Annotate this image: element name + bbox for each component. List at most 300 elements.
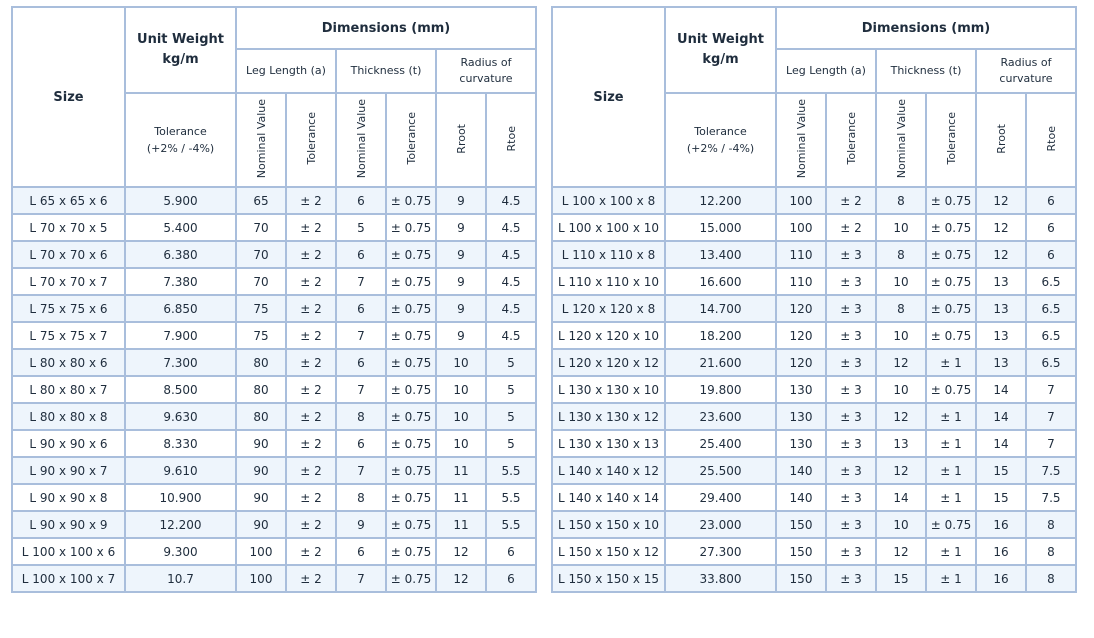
table-row: [12, 376, 536, 403]
cell-size: L 75 x 75 x 7: [12, 322, 125, 349]
cell-rroot: 13: [976, 322, 1026, 349]
header-size: Size: [552, 7, 665, 187]
cell-unit-weight: 9.610: [125, 457, 236, 484]
cell-unit-weight: 10.900: [125, 484, 236, 511]
cell-rtoe: 4.5: [486, 322, 536, 349]
cell-rroot: 11: [436, 511, 486, 538]
cell-thickness-nominal: 7: [336, 457, 386, 484]
cell-thickness-tolerance: ± 0.75: [926, 376, 976, 403]
cell-thickness-nominal: 6: [336, 295, 386, 322]
cell-unit-weight: 9.630: [125, 403, 236, 430]
cell-leg-nominal: 140: [776, 457, 826, 484]
cell-thickness-tolerance: ± 0.75: [386, 376, 436, 403]
table-row: [12, 322, 536, 349]
cell-leg-nominal: 75: [236, 322, 286, 349]
table-row: [12, 403, 536, 430]
cell-leg-tolerance: ± 3: [826, 268, 876, 295]
cell-rtoe: 5.5: [486, 484, 536, 511]
cell-unit-weight: 14.700: [665, 295, 776, 322]
cell-size: L 150 x 150 x 12: [552, 538, 665, 565]
cell-rtoe: 7.5: [1026, 484, 1076, 511]
cell-size: L 140 x 140 x 14: [552, 484, 665, 511]
table-row: [552, 538, 1076, 565]
table-row: [12, 457, 536, 484]
cell-leg-tolerance: ± 2: [286, 484, 336, 511]
header-tolerance-weight: Tolerance (+2% / -4%): [665, 93, 776, 187]
table-row: [552, 403, 1076, 430]
cell-thickness-tolerance: ± 1: [926, 565, 976, 592]
cell-thickness-tolerance: ± 0.75: [386, 403, 436, 430]
table-row: [12, 538, 536, 565]
cell-rtoe: 6.5: [1026, 268, 1076, 295]
cell-leg-nominal: 100: [236, 538, 286, 565]
header-rroot: Rroot: [976, 93, 1026, 187]
cell-size: L 90 x 90 x 6: [12, 430, 125, 457]
cell-leg-tolerance: ± 2: [286, 511, 336, 538]
cell-leg-tolerance: ± 2: [286, 214, 336, 241]
cell-thickness-tolerance: ± 1: [926, 484, 976, 511]
cell-unit-weight: 23.000: [665, 511, 776, 538]
cell-thickness-nominal: 6: [336, 349, 386, 376]
cell-thickness-nominal: 8: [336, 484, 386, 511]
header-leg-nominal: Nominal Value: [776, 93, 826, 187]
cell-leg-tolerance: ± 3: [826, 403, 876, 430]
cell-leg-nominal: 150: [776, 511, 826, 538]
cell-leg-tolerance: ± 3: [826, 511, 876, 538]
cell-rtoe: 7: [1026, 430, 1076, 457]
cell-unit-weight: 8.330: [125, 430, 236, 457]
cell-leg-nominal: 120: [776, 295, 826, 322]
cell-thickness-tolerance: ± 0.75: [386, 484, 436, 511]
cell-unit-weight: 19.800: [665, 376, 776, 403]
cell-size: L 110 x 110 x 10: [552, 268, 665, 295]
cell-leg-nominal: 100: [776, 187, 826, 214]
cell-rroot: 9: [436, 214, 486, 241]
cell-rtoe: 6: [486, 565, 536, 592]
cell-leg-tolerance: ± 2: [286, 565, 336, 592]
cell-rroot: 9: [436, 187, 486, 214]
cell-rtoe: 8: [1026, 511, 1076, 538]
header-dimensions: Dimensions (mm): [776, 7, 1076, 49]
cell-leg-tolerance: ± 2: [286, 457, 336, 484]
cell-size: L 140 x 140 x 12: [552, 457, 665, 484]
cell-size: L 80 x 80 x 6: [12, 349, 125, 376]
cell-unit-weight: 29.400: [665, 484, 776, 511]
cell-rroot: 16: [976, 565, 1026, 592]
cell-thickness-nominal: 14: [876, 484, 926, 511]
header-leg-tolerance: Tolerance: [826, 93, 876, 187]
cell-rroot: 16: [976, 511, 1026, 538]
cell-leg-tolerance: ± 3: [826, 538, 876, 565]
cell-thickness-tolerance: ± 1: [926, 349, 976, 376]
cell-thickness-tolerance: ± 0.75: [386, 430, 436, 457]
cell-size: L 110 x 110 x 8: [552, 241, 665, 268]
table-row: [12, 295, 536, 322]
table-row: [552, 430, 1076, 457]
table-row: [12, 214, 536, 241]
cell-size: L 100 x 100 x 8: [552, 187, 665, 214]
cell-unit-weight: 12.200: [125, 511, 236, 538]
cell-unit-weight: 7.900: [125, 322, 236, 349]
cell-leg-nominal: 120: [776, 349, 826, 376]
cell-leg-nominal: 100: [776, 214, 826, 241]
cell-rtoe: 5.5: [486, 457, 536, 484]
cell-thickness-nominal: 5: [336, 214, 386, 241]
table-row: [552, 376, 1076, 403]
cell-rroot: 9: [436, 322, 486, 349]
cell-leg-tolerance: ± 2: [286, 430, 336, 457]
table-body-right: [552, 187, 1076, 592]
cell-rroot: 10: [436, 349, 486, 376]
cell-rtoe: 6: [1026, 187, 1076, 214]
cell-rtoe: 4.5: [486, 295, 536, 322]
cell-leg-nominal: 90: [236, 511, 286, 538]
cell-leg-nominal: 65: [236, 187, 286, 214]
cell-leg-nominal: 80: [236, 376, 286, 403]
cell-thickness-nominal: 10: [876, 511, 926, 538]
cell-thickness-tolerance: ± 0.75: [386, 187, 436, 214]
cell-thickness-nominal: 12: [876, 538, 926, 565]
cell-thickness-tolerance: ± 0.75: [386, 241, 436, 268]
cell-leg-tolerance: ± 3: [826, 322, 876, 349]
cell-thickness-nominal: 7: [336, 565, 386, 592]
cell-thickness-nominal: 12: [876, 403, 926, 430]
cell-thickness-tolerance: ± 1: [926, 403, 976, 430]
cell-leg-nominal: 150: [776, 538, 826, 565]
cell-rroot: 10: [436, 430, 486, 457]
cell-rtoe: 7: [1026, 403, 1076, 430]
cell-size: L 120 x 120 x 12: [552, 349, 665, 376]
table-row: [552, 187, 1076, 214]
cell-thickness-nominal: 6: [336, 538, 386, 565]
cell-rroot: 10: [436, 403, 486, 430]
header-unit-weight: Unit Weight kg/m: [125, 7, 236, 93]
cell-thickness-nominal: 8: [336, 403, 386, 430]
cell-leg-tolerance: ± 2: [286, 187, 336, 214]
cell-rtoe: 6: [1026, 241, 1076, 268]
cell-thickness-tolerance: ± 1: [926, 457, 976, 484]
cell-leg-nominal: 110: [776, 268, 826, 295]
cell-rtoe: 8: [1026, 565, 1076, 592]
cell-thickness-tolerance: ± 0.75: [386, 322, 436, 349]
cell-unit-weight: 27.300: [665, 538, 776, 565]
cell-thickness-nominal: 10: [876, 376, 926, 403]
header-rroot: Rroot: [436, 93, 486, 187]
cell-rroot: 15: [976, 457, 1026, 484]
cell-unit-weight: 33.800: [665, 565, 776, 592]
table-row: [12, 241, 536, 268]
table-row: [552, 322, 1076, 349]
cell-rtoe: 6.5: [1026, 349, 1076, 376]
cell-rtoe: 5: [486, 403, 536, 430]
cell-rroot: 14: [976, 403, 1026, 430]
cell-unit-weight: 9.300: [125, 538, 236, 565]
cell-thickness-nominal: 8: [876, 241, 926, 268]
table-row: [12, 430, 536, 457]
cell-leg-nominal: 80: [236, 403, 286, 430]
cell-leg-nominal: 140: [776, 484, 826, 511]
cell-unit-weight: 23.600: [665, 403, 776, 430]
cell-unit-weight: 12.200: [665, 187, 776, 214]
cell-size: L 75 x 75 x 6: [12, 295, 125, 322]
cell-size: L 130 x 130 x 10: [552, 376, 665, 403]
cell-rroot: 9: [436, 268, 486, 295]
cell-thickness-nominal: 10: [876, 322, 926, 349]
cell-thickness-tolerance: ± 1: [926, 538, 976, 565]
cell-unit-weight: 16.600: [665, 268, 776, 295]
cell-thickness-nominal: 7: [336, 322, 386, 349]
cell-rroot: 13: [976, 349, 1026, 376]
cell-rtoe: 6: [1026, 214, 1076, 241]
cell-rtoe: 5: [486, 349, 536, 376]
cell-leg-tolerance: ± 3: [826, 565, 876, 592]
cell-thickness-tolerance: ± 0.75: [926, 322, 976, 349]
cell-rtoe: 7.5: [1026, 457, 1076, 484]
cell-thickness-tolerance: ± 0.75: [386, 457, 436, 484]
cell-leg-tolerance: ± 2: [286, 268, 336, 295]
cell-leg-tolerance: ± 2: [286, 241, 336, 268]
cell-leg-tolerance: ± 3: [826, 376, 876, 403]
cell-size: L 100 x 100 x 10: [552, 214, 665, 241]
table-row: [552, 565, 1076, 592]
cell-thickness-nominal: 13: [876, 430, 926, 457]
table-row: [552, 349, 1076, 376]
cell-thickness-tolerance: ± 0.75: [386, 295, 436, 322]
cell-leg-nominal: 120: [776, 322, 826, 349]
cell-thickness-nominal: 10: [876, 214, 926, 241]
cell-leg-tolerance: ± 3: [826, 457, 876, 484]
cell-rroot: 11: [436, 484, 486, 511]
angle-table-left: [11, 6, 537, 593]
header-thickness-nominal: Nominal Value: [876, 93, 926, 187]
cell-size: L 150 x 150 x 15: [552, 565, 665, 592]
cell-leg-nominal: 100: [236, 565, 286, 592]
cell-rroot: 9: [436, 295, 486, 322]
cell-thickness-nominal: 7: [336, 376, 386, 403]
cell-size: L 70 x 70 x 6: [12, 241, 125, 268]
header-unit-weight: Unit Weight kg/m: [665, 7, 776, 93]
cell-size: L 80 x 80 x 8: [12, 403, 125, 430]
cell-leg-tolerance: ± 3: [826, 295, 876, 322]
cell-thickness-nominal: 7: [336, 268, 386, 295]
table-row: [552, 295, 1076, 322]
cell-rtoe: 4.5: [486, 241, 536, 268]
cell-rroot: 12: [436, 538, 486, 565]
header-rtoe: Rtoe: [1026, 93, 1076, 187]
cell-thickness-nominal: 9: [336, 511, 386, 538]
cell-leg-nominal: 70: [236, 241, 286, 268]
cell-rtoe: 5: [486, 430, 536, 457]
cell-leg-tolerance: ± 2: [286, 322, 336, 349]
cell-size: L 100 x 100 x 7: [12, 565, 125, 592]
cell-unit-weight: 7.300: [125, 349, 236, 376]
cell-rroot: 12: [436, 565, 486, 592]
cell-leg-nominal: 90: [236, 484, 286, 511]
cell-rtoe: 7: [1026, 376, 1076, 403]
cell-unit-weight: 5.900: [125, 187, 236, 214]
cell-leg-tolerance: ± 2: [826, 187, 876, 214]
cell-size: L 90 x 90 x 8: [12, 484, 125, 511]
cell-leg-tolerance: ± 2: [286, 538, 336, 565]
table-row: [552, 214, 1076, 241]
cell-thickness-tolerance: ± 0.75: [386, 538, 436, 565]
cell-size: L 120 x 120 x 10: [552, 322, 665, 349]
header-dimensions: Dimensions (mm): [236, 7, 536, 49]
header-size: Size: [12, 7, 125, 187]
cell-thickness-tolerance: ± 1: [926, 430, 976, 457]
header-thickness: Thickness (t): [876, 49, 976, 93]
cell-rroot: 11: [436, 457, 486, 484]
cell-leg-nominal: 130: [776, 430, 826, 457]
cell-leg-nominal: 70: [236, 268, 286, 295]
cell-leg-nominal: 75: [236, 295, 286, 322]
cell-thickness-nominal: 15: [876, 565, 926, 592]
cell-size: L 65 x 65 x 6: [12, 187, 125, 214]
header-leg-length: Leg Length (a): [236, 49, 336, 93]
table-row: [12, 511, 536, 538]
cell-leg-nominal: 70: [236, 214, 286, 241]
cell-leg-nominal: 90: [236, 430, 286, 457]
cell-thickness-tolerance: ± 0.75: [926, 295, 976, 322]
cell-leg-nominal: 130: [776, 376, 826, 403]
table-row: [552, 268, 1076, 295]
header-thickness: Thickness (t): [336, 49, 436, 93]
cell-thickness-tolerance: ± 0.75: [926, 214, 976, 241]
cell-rtoe: 4.5: [486, 187, 536, 214]
cell-thickness-nominal: 8: [876, 187, 926, 214]
cell-size: L 130 x 130 x 12: [552, 403, 665, 430]
cell-leg-tolerance: ± 2: [286, 295, 336, 322]
cell-unit-weight: 7.380: [125, 268, 236, 295]
cell-thickness-nominal: 12: [876, 349, 926, 376]
cell-leg-tolerance: ± 2: [286, 349, 336, 376]
cell-leg-nominal: 130: [776, 403, 826, 430]
cell-rtoe: 5.5: [486, 511, 536, 538]
cell-rroot: 12: [976, 241, 1026, 268]
cell-thickness-tolerance: ± 0.75: [386, 214, 436, 241]
cell-unit-weight: 8.500: [125, 376, 236, 403]
cell-size: L 90 x 90 x 9: [12, 511, 125, 538]
cell-size: L 150 x 150 x 10: [552, 511, 665, 538]
header-radius: Radius of curvature: [976, 49, 1076, 93]
cell-rtoe: 5: [486, 376, 536, 403]
cell-thickness-nominal: 8: [876, 295, 926, 322]
cell-leg-nominal: 150: [776, 565, 826, 592]
cell-thickness-tolerance: ± 0.75: [926, 241, 976, 268]
cell-thickness-nominal: 10: [876, 268, 926, 295]
cell-thickness-tolerance: ± 0.75: [386, 268, 436, 295]
cell-rtoe: 8: [1026, 538, 1076, 565]
cell-leg-tolerance: ± 3: [826, 349, 876, 376]
table-row: [552, 511, 1076, 538]
cell-leg-nominal: 90: [236, 457, 286, 484]
header-rtoe: Rtoe: [486, 93, 536, 187]
cell-size: L 90 x 90 x 7: [12, 457, 125, 484]
cell-leg-tolerance: ± 2: [286, 376, 336, 403]
table-row: [12, 565, 536, 592]
cell-unit-weight: 10.7: [125, 565, 236, 592]
cell-thickness-nominal: 6: [336, 241, 386, 268]
cell-rroot: 10: [436, 376, 486, 403]
cell-unit-weight: 25.400: [665, 430, 776, 457]
table-row: [552, 457, 1076, 484]
header-leg-nominal: Nominal Value: [236, 93, 286, 187]
cell-rtoe: 4.5: [486, 214, 536, 241]
cell-size: L 70 x 70 x 7: [12, 268, 125, 295]
cell-leg-tolerance: ± 2: [286, 403, 336, 430]
table-row: [12, 268, 536, 295]
cell-rroot: 13: [976, 268, 1026, 295]
cell-size: L 130 x 130 x 13: [552, 430, 665, 457]
cell-leg-nominal: 110: [776, 241, 826, 268]
cell-unit-weight: 6.850: [125, 295, 236, 322]
cell-leg-nominal: 80: [236, 349, 286, 376]
header-leg-length: Leg Length (a): [776, 49, 876, 93]
cell-rroot: 14: [976, 430, 1026, 457]
cell-thickness-tolerance: ± 0.75: [926, 187, 976, 214]
cell-rroot: 16: [976, 538, 1026, 565]
cell-unit-weight: 21.600: [665, 349, 776, 376]
cell-leg-tolerance: ± 3: [826, 430, 876, 457]
table-row: [12, 187, 536, 214]
header-leg-tolerance: Tolerance: [286, 93, 336, 187]
angle-table-right: [551, 6, 1077, 593]
table-row: [552, 484, 1076, 511]
cell-thickness-tolerance: ± 0.75: [386, 511, 436, 538]
cell-rroot: 15: [976, 484, 1026, 511]
cell-unit-weight: 5.400: [125, 214, 236, 241]
cell-unit-weight: 15.000: [665, 214, 776, 241]
cell-rroot: 9: [436, 241, 486, 268]
table-row: [12, 349, 536, 376]
cell-leg-tolerance: ± 3: [826, 241, 876, 268]
cell-leg-tolerance: ± 2: [826, 214, 876, 241]
cell-rtoe: 6.5: [1026, 295, 1076, 322]
cell-thickness-tolerance: ± 0.75: [386, 349, 436, 376]
cell-size: L 70 x 70 x 5: [12, 214, 125, 241]
table-row: [12, 484, 536, 511]
header-thickness-nominal: Nominal Value: [336, 93, 386, 187]
cell-thickness-tolerance: ± 0.75: [926, 268, 976, 295]
table-body-left: [12, 187, 536, 592]
cell-thickness-nominal: 12: [876, 457, 926, 484]
header-thickness-tolerance: Tolerance: [386, 93, 436, 187]
cell-size: L 100 x 100 x 6: [12, 538, 125, 565]
cell-thickness-nominal: 6: [336, 187, 386, 214]
cell-rtoe: 4.5: [486, 268, 536, 295]
cell-thickness-tolerance: ± 0.75: [926, 511, 976, 538]
cell-thickness-nominal: 6: [336, 430, 386, 457]
cell-rtoe: 6: [486, 538, 536, 565]
header-thickness-tolerance: Tolerance: [926, 93, 976, 187]
cell-size: L 80 x 80 x 7: [12, 376, 125, 403]
header-radius: Radius of curvature: [436, 49, 536, 93]
cell-rroot: 12: [976, 187, 1026, 214]
cell-rroot: 12: [976, 214, 1026, 241]
cell-rroot: 14: [976, 376, 1026, 403]
cell-unit-weight: 13.400: [665, 241, 776, 268]
table-row: [552, 241, 1076, 268]
cell-rroot: 13: [976, 295, 1026, 322]
cell-thickness-tolerance: ± 0.75: [386, 565, 436, 592]
cell-unit-weight: 6.380: [125, 241, 236, 268]
cell-leg-tolerance: ± 3: [826, 484, 876, 511]
cell-rtoe: 6.5: [1026, 322, 1076, 349]
cell-unit-weight: 18.200: [665, 322, 776, 349]
cell-size: L 120 x 120 x 8: [552, 295, 665, 322]
cell-unit-weight: 25.500: [665, 457, 776, 484]
header-tolerance-weight: Tolerance (+2% / -4%): [125, 93, 236, 187]
